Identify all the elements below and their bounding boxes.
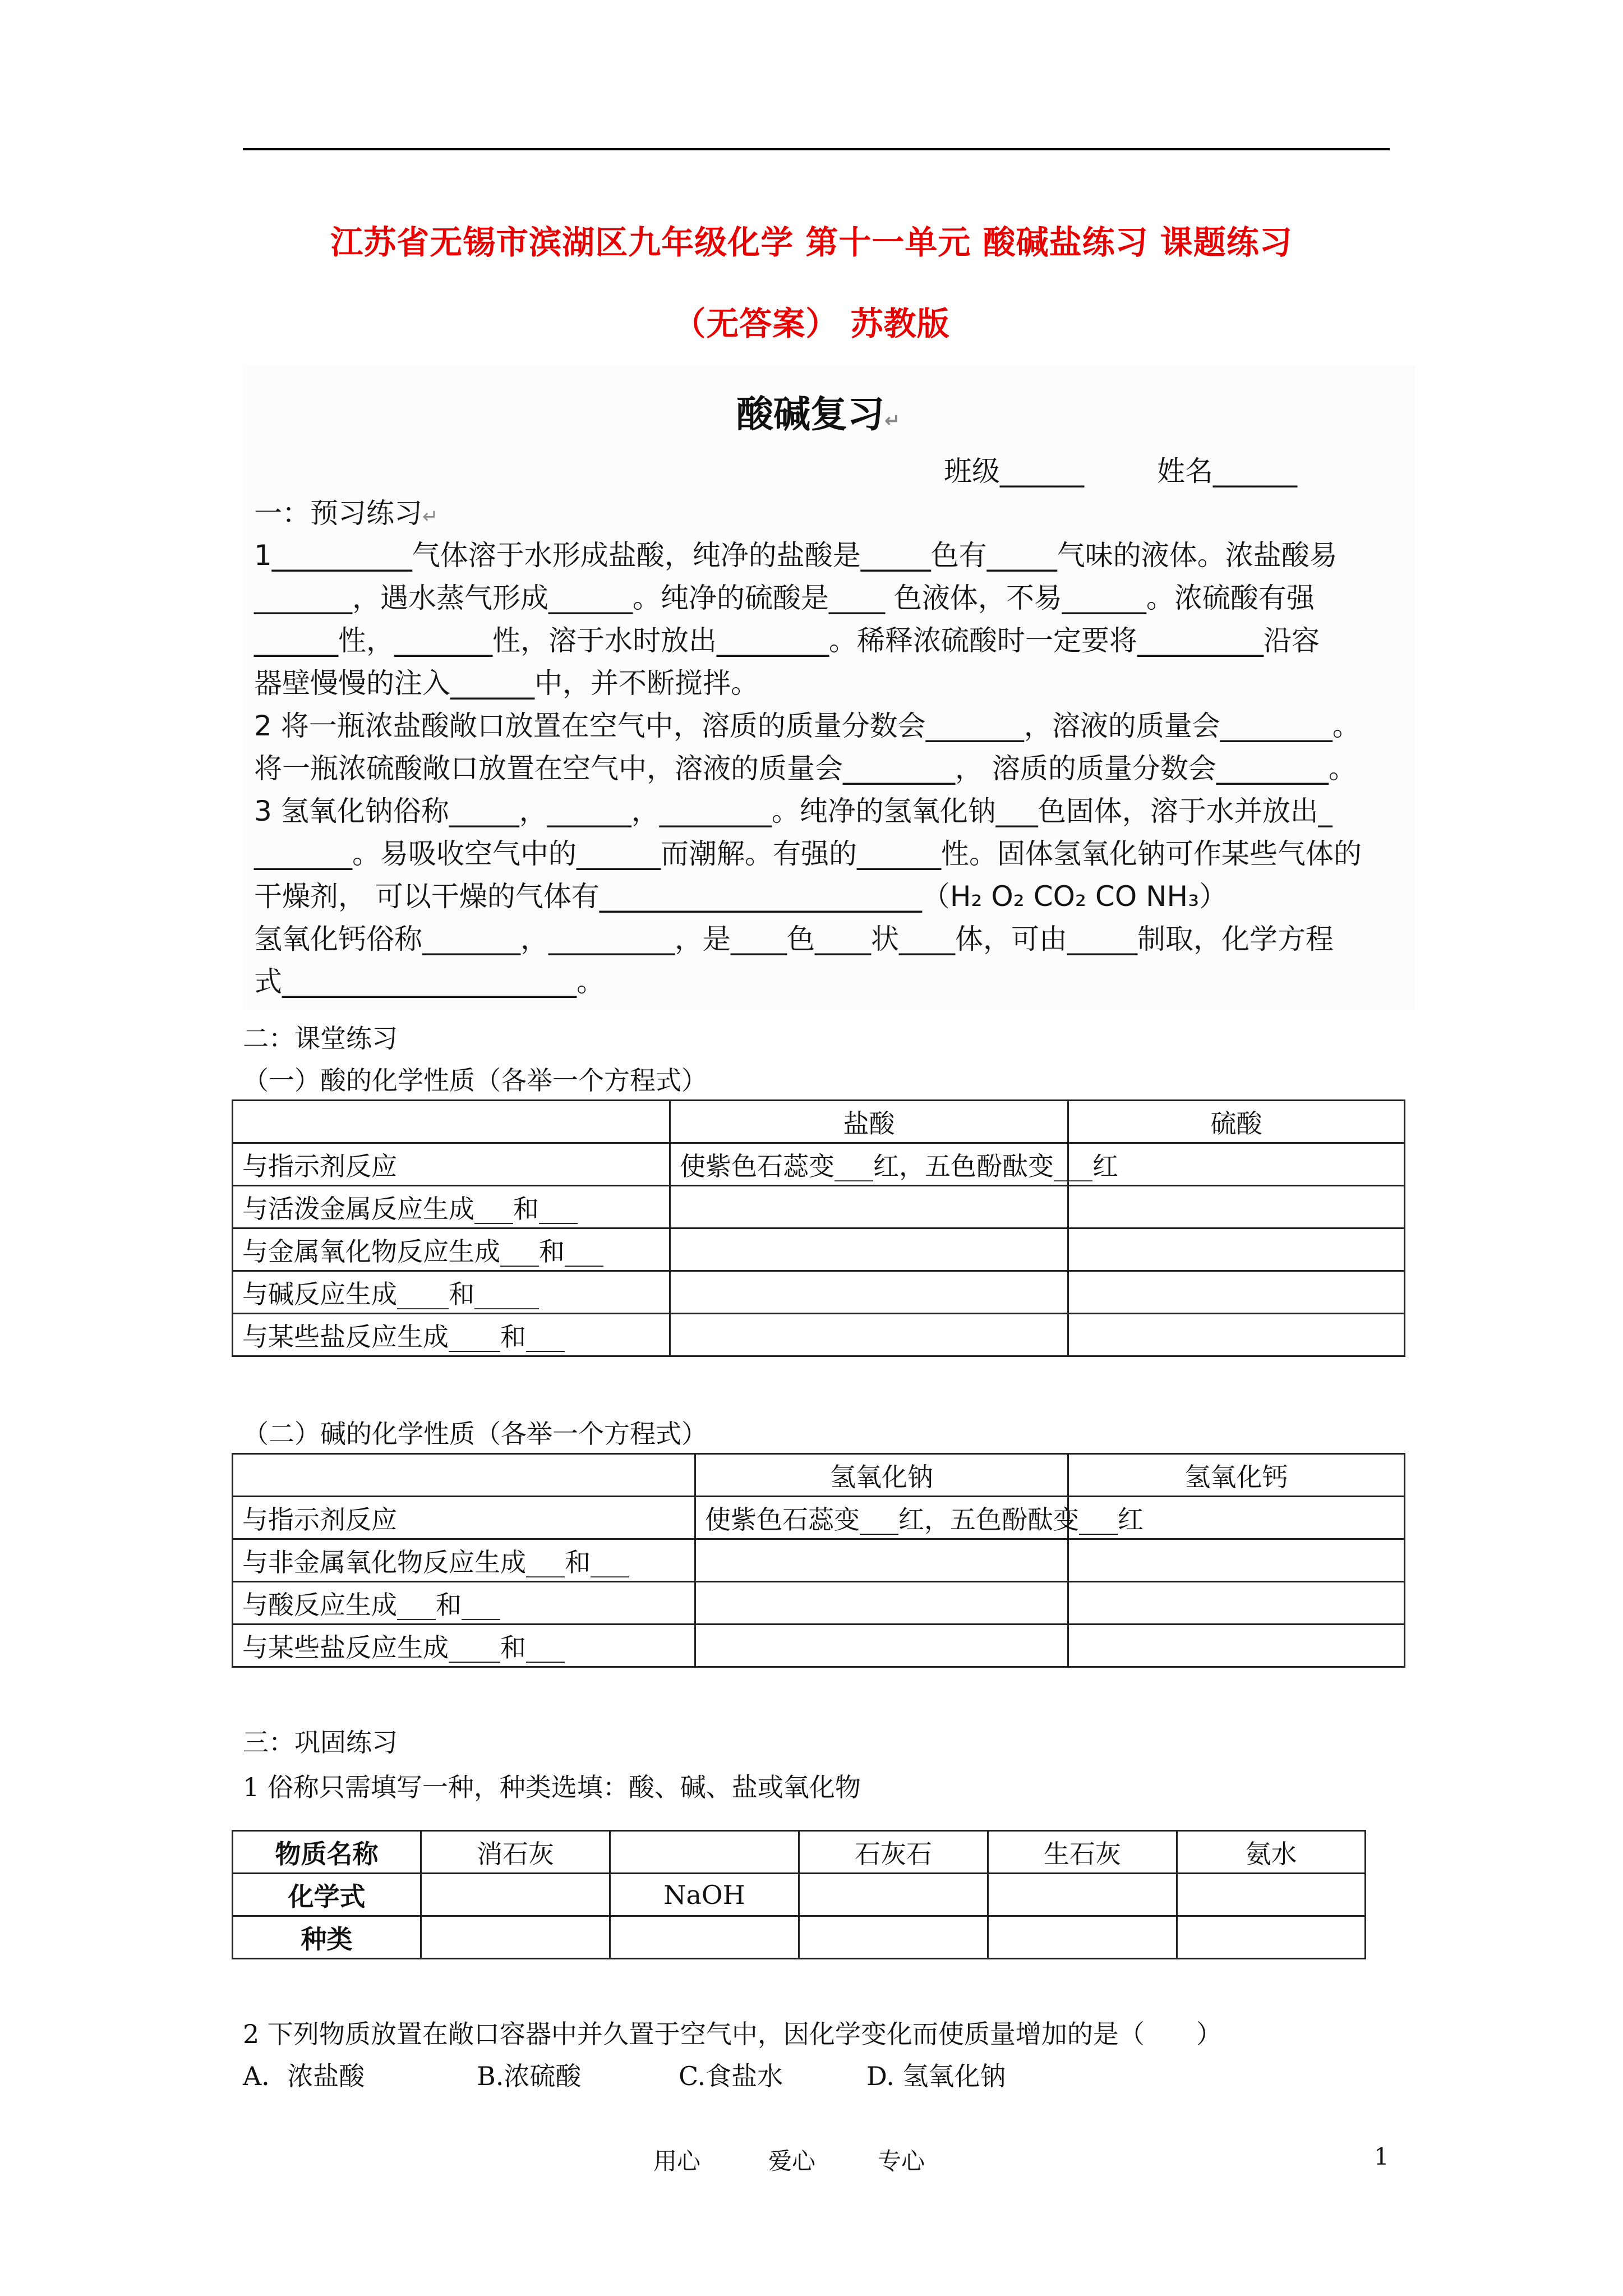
table-cell: 与某些盐反应生成____和___ xyxy=(233,1314,670,1356)
scan-line: 干燥剂， 可以干燥的气体有_______________________（H₂ O₂ CO₂ CO NH₃） xyxy=(254,880,1228,913)
table-cell xyxy=(610,1916,799,1959)
question-2: 2 下列物质放置在敞口容器中并久置于空气中，因化学变化而使质量增加的是（ ） xyxy=(243,2019,1222,2049)
table-cell xyxy=(1068,1582,1405,1625)
table-cell xyxy=(1068,1228,1405,1271)
table-row xyxy=(233,1831,1366,1874)
table-row-header: 化学式 xyxy=(233,1874,421,1916)
table-header-cell: 硫酸 xyxy=(1068,1101,1405,1143)
scan-line: 1__________气体溶于水形成盐酸，纯净的盐酸是_____色有_____气味的液体。浓盐酸易 xyxy=(254,539,1338,572)
table-row-header: 种类 xyxy=(233,1916,421,1959)
table-cell xyxy=(988,1916,1177,1959)
base-properties-table xyxy=(232,1453,1405,1668)
table-row xyxy=(233,1143,1405,1186)
table-cell xyxy=(1177,1874,1366,1916)
table-cell xyxy=(670,1271,1068,1314)
scan-line: 将一瓶浓硫酸敞口放置在空气中，溶液的质量会________， 溶质的质量分数会________。 xyxy=(254,752,1357,785)
table-cell xyxy=(1068,1186,1405,1228)
option-a: A．浓盐酸 xyxy=(243,2061,365,2091)
table-cell xyxy=(695,1625,1068,1667)
table-cell: 生石灰 xyxy=(988,1831,1177,1874)
table-cell xyxy=(233,1454,695,1497)
class-field: 班级______ xyxy=(944,455,1084,487)
table-row xyxy=(233,1874,1366,1916)
scan-line: 器壁慢慢的注入______中，并不断搅拌。 xyxy=(254,667,759,700)
footer-motto-2: 爱心 xyxy=(768,2147,816,2175)
option-d: D. 氢氧化钠 xyxy=(866,2061,1006,2091)
document-title-line1: 江苏省无锡市滨湖区九年级化学 第十一单元 酸碱盐练习 课题练习 xyxy=(330,223,1293,261)
section3-title: 三：巩固练习 xyxy=(243,1727,398,1757)
table-row xyxy=(233,1916,1366,1959)
table-cell xyxy=(610,1831,799,1874)
table-cell xyxy=(1068,1143,1405,1186)
acid-properties-table xyxy=(232,1099,1405,1357)
table-header-cell: 盐酸 xyxy=(670,1101,1068,1143)
table-row xyxy=(233,1497,1405,1539)
table-row xyxy=(233,1228,1405,1271)
table-cell xyxy=(988,1874,1177,1916)
table-cell: 与指示剂反应 xyxy=(233,1497,695,1539)
scanned-worksheet xyxy=(243,365,1415,1010)
table-cell xyxy=(1068,1539,1405,1582)
table-cell xyxy=(421,1916,610,1959)
table-cell: 氨水 xyxy=(1177,1831,1366,1874)
table-cell xyxy=(670,1228,1068,1271)
substance-table xyxy=(232,1830,1366,1959)
table-row-header: 物质名称 xyxy=(233,1831,421,1874)
table-cell xyxy=(670,1314,1068,1356)
table-cell: 使紫色石蕊变___红，五色酚酞变___红 xyxy=(695,1497,1068,1539)
table-cell xyxy=(1068,1625,1405,1667)
table-cell: 与活泼金属反应生成___和___ xyxy=(233,1186,670,1228)
header-rule xyxy=(243,148,1390,150)
table-row xyxy=(233,1186,1405,1228)
table-row xyxy=(233,1625,1405,1667)
scan-line: _______。易吸收空气中的______而潮解。有强的______性。固体氢氧化钠可作某些气体的 xyxy=(254,838,1362,870)
scan-line: 2 将一瓶浓盐酸敞口放置在空气中，溶质的质量分数会_______，溶液的质量会________。 xyxy=(254,710,1361,742)
scan-line: 式_____________________。 xyxy=(254,965,605,998)
table-cell: 与非金属氧化物反应生成___和___ xyxy=(233,1539,695,1582)
acid-caption: （一）酸的化学性质（各举一个方程式） xyxy=(243,1065,707,1096)
table-row xyxy=(233,1314,1405,1356)
table-cell xyxy=(695,1582,1068,1625)
table-cell xyxy=(670,1186,1068,1228)
table-cell: 与碱反应生成____和_____ xyxy=(233,1271,670,1314)
document-title-line2: （无答案） 苏教版 xyxy=(673,305,950,343)
table-cell: 与金属氧化物反应生成___和___ xyxy=(233,1228,670,1271)
option-b: B.浓硫酸 xyxy=(477,2061,582,2091)
table-cell: NaOH xyxy=(610,1874,799,1916)
table-cell: 与指示剂反应 xyxy=(233,1143,670,1186)
table-header-cell: 氢氧化钠 xyxy=(695,1454,1068,1497)
table-cell xyxy=(799,1916,988,1959)
table-cell xyxy=(799,1874,988,1916)
table-cell xyxy=(233,1101,670,1143)
question-1: 1 俗称只需填写一种，种类选填：酸、碱、盐或氧化物 xyxy=(243,1772,861,1802)
table-cell xyxy=(1068,1271,1405,1314)
table-cell: 与酸反应生成___和___ xyxy=(233,1582,695,1625)
table-row xyxy=(233,1101,1405,1143)
scan-line: 3 氢氧化钠俗称_____，______，________。纯净的氢氧化钠___色固体，溶于水并放出_ xyxy=(254,795,1332,827)
page-number: 1 xyxy=(1374,2143,1389,2170)
table-row xyxy=(233,1582,1405,1625)
table-cell: 石灰石 xyxy=(799,1831,988,1874)
table-cell: 与某些盐反应生成____和___ xyxy=(233,1625,695,1667)
scan-line: 氢氧化钙俗称_______，_________，是____色____状____体，可由_____制取，化学方程 xyxy=(254,923,1334,955)
scan-line: _______，遇水蒸气形成______。纯净的硫酸是____ 色液体，不易______。浓硫酸有强 xyxy=(254,582,1315,614)
table-header-cell: 氢氧化钙 xyxy=(1068,1454,1405,1497)
footer-motto-3: 专心 xyxy=(878,2147,925,2175)
table-cell xyxy=(695,1539,1068,1582)
name-field: 姓名______ xyxy=(1157,455,1297,487)
table-cell: 消石灰 xyxy=(421,1831,610,1874)
table-cell xyxy=(1068,1314,1405,1356)
scan-heading: 酸碱复习↵ xyxy=(736,393,901,436)
table-cell xyxy=(421,1874,610,1916)
table-row xyxy=(233,1539,1405,1582)
option-c: C.食盐水 xyxy=(679,2061,783,2091)
footer-motto-1: 用心 xyxy=(653,2147,701,2175)
table-row xyxy=(233,1271,1405,1314)
table-cell: 使紫色石蕊变___红，五色酚酞变___红 xyxy=(670,1143,1068,1186)
section-preview-title: 一：预习练习↵ xyxy=(254,497,439,530)
table-cell xyxy=(1177,1916,1366,1959)
section2-title: 二：课堂练习 xyxy=(243,1023,398,1053)
base-caption: （二）碱的化学性质（各举一个方程式） xyxy=(243,1419,707,1449)
scan-line: ______性，_______性，溶于水时放出________。稀释浓硫酸时一定要将_________沿容 xyxy=(254,624,1320,657)
table-row xyxy=(233,1454,1405,1497)
